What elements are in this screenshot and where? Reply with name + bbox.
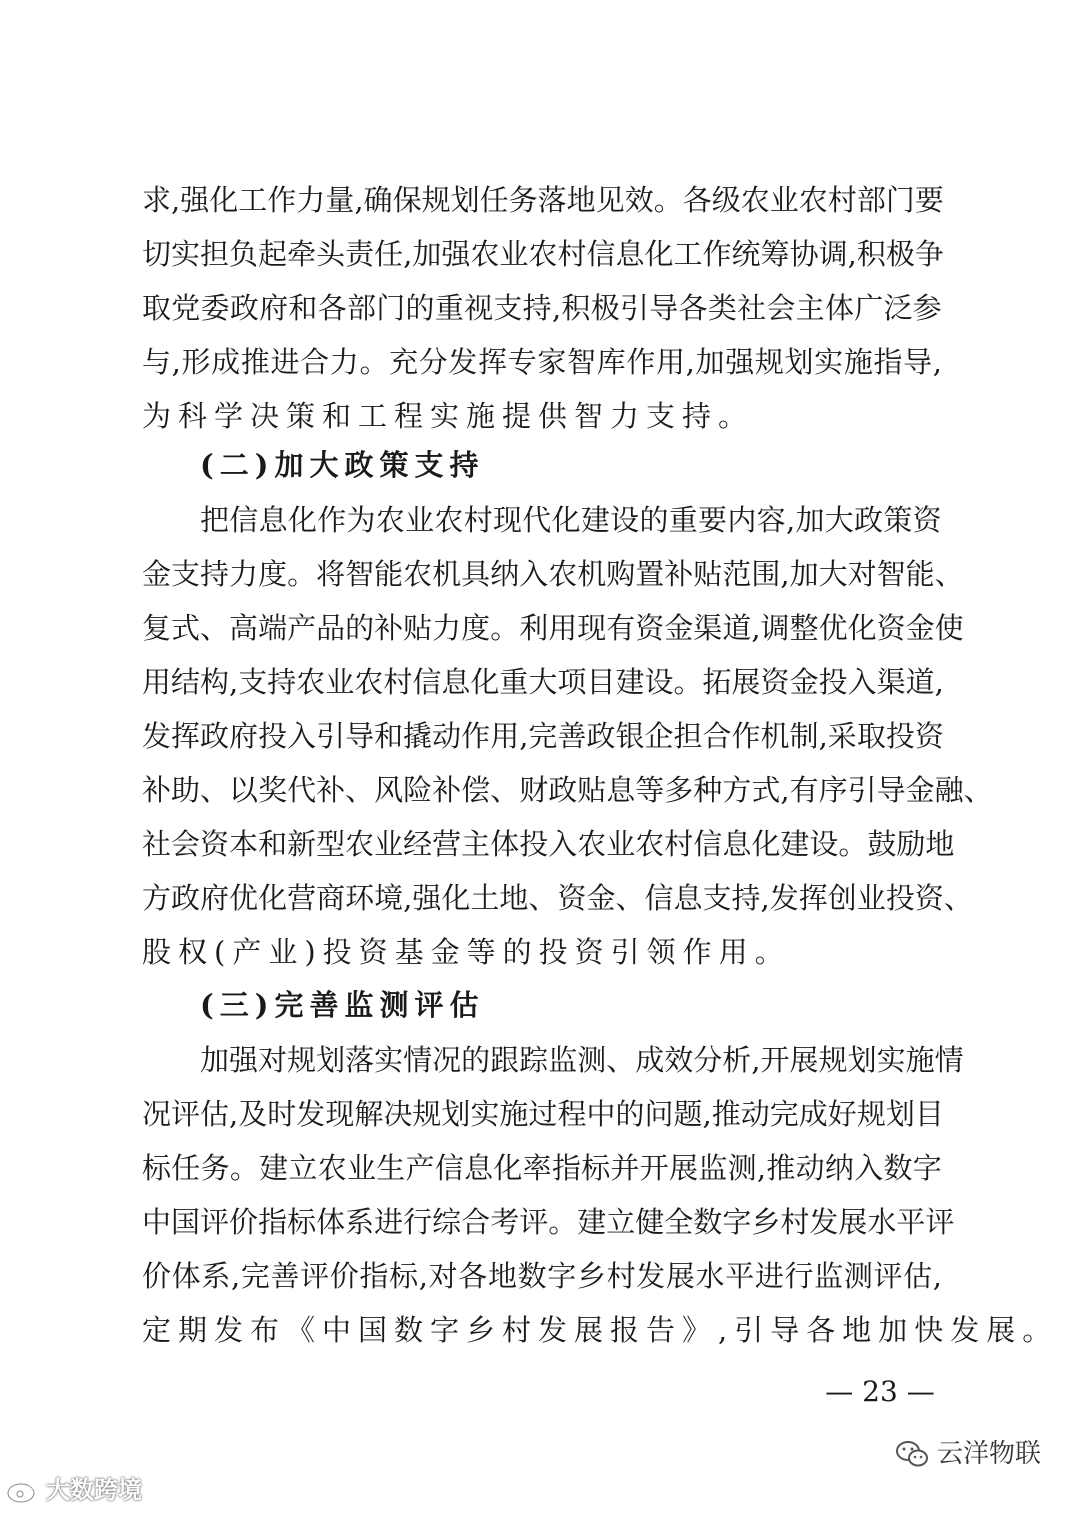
page-number: — 23 —	[825, 1375, 935, 1408]
watermark-right	[895, 1434, 1041, 1474]
text-line: 用 结 构 , 支 持 农 业 农 村 信 息 化 重 大 项 目 建 设 。 拓 展 资 金 投 入 渠 道 ,	[142, 665, 944, 699]
text-line: 股权(产业)投资基金等的投资引领作用。	[142, 935, 791, 969]
weibo-icon	[6, 1475, 42, 1505]
text-line: 把 信 息 化 作 为 农 业 农 村 现 代 化 建 设 的 重 要 内 容 , 加 大 政 策 资	[200, 503, 942, 537]
text-line: 况 评 估 , 及 时 发 现 解 决 规 划 实 施 过 程 中 的 问 题 , 推 动 完 成 好 规 划 目	[142, 1097, 944, 1131]
text-line: 加 强 对 规 划 落 实 情 况 的 跟 踪 监 测 、 成 效 分 析 , 开 展 规 划 实 施 情	[200, 1043, 964, 1077]
watermark-left-text: 大数跨境	[46, 1476, 142, 1504]
text-line: 复 式 、 高 端 产 品 的 补 贴 力 度 。 利 用 现 有 资 金 渠 道 , 调 整 优 化 资 金 使	[142, 611, 964, 645]
text-line: 方 政 府 优 化 营 商 环 境 , 强 化 土 地 、 资 金 、 信 息 支 持 , 发 挥 创 业 投 资 、	[142, 881, 973, 915]
text-line: 金 支 持 力 度 。 将 智 能 农 机 具 纳 入 农 机 购 置 补 贴 范 围 , 加 大 对 智 能 、	[142, 557, 964, 591]
text-line: 与 , 形 成 推 进 合 力 。 充 分 发 挥 专 家 智 库 作 用 , 加 强 规 划 实 施 指 导 ,	[142, 345, 942, 379]
section-heading-2: (二)加大政策支持	[200, 448, 485, 482]
text-line: 为科学决策和工程实施提供智力支持。	[142, 399, 755, 433]
text-line: 发 挥 政 府 投 入 引 导 和 撬 动 作 用 , 完 善 政 银 企 担 合 作 机 制 , 采 取 投 资	[142, 719, 944, 753]
text-line: 定期发布《中国数字乡村发展报告》,引导各地加快发展。	[142, 1313, 1059, 1347]
text-line: 中 国 评 价 指 标 体 系 进 行 综 合 考 评 。 建 立 健 全 数 字 乡 村 发 展 水 平 评	[142, 1205, 955, 1239]
text-line: 价 体 系 , 完 善 评 价 指 标 , 对 各 地 数 字 乡 村 发 展 水 平 进 行 监 测 评 估 ,	[142, 1259, 942, 1293]
watermark-right-text: 云洋物联	[937, 1439, 1042, 1469]
text-line: 求 , 强 化 工 作 力 量 , 确 保 规 划 任 务 落 地 见 效 。 各 级 农 业 农 村 部 门 要	[142, 183, 944, 217]
text-line: 取 党 委 政 府 和 各 部 门 的 重 视 支 持 , 积 极 引 导 各 类 社 会 主 体 广 泛 参	[142, 291, 942, 325]
text-line: 标 任 务 。 建 立 农 业 生 产 信 息 化 率 指 标 并 开 展 监 测 , 推 动 纳 入 数 字	[142, 1151, 942, 1185]
text-line: 切 实 担 负 起 牵 头 责 任 , 加 强 农 业 农 村 信 息 化 工 作 统 筹 协 调 , 积 极 争	[142, 237, 944, 271]
section-heading-3: (三)完善监测评估	[200, 988, 485, 1022]
wechat-icon	[895, 1439, 929, 1469]
text-line: 补 助 、 以 奖 代 补 、 风 险 补 偿 、 财 政 贴 息 等 多 种 方 式 , 有 序 引 导 金 融 、	[142, 773, 993, 807]
watermark-left	[6, 1470, 142, 1510]
text-line: 社 会 资 本 和 新 型 农 业 经 营 主 体 投 入 农 业 农 村 信 息 化 建 设 。 鼓 励 地	[142, 827, 955, 861]
